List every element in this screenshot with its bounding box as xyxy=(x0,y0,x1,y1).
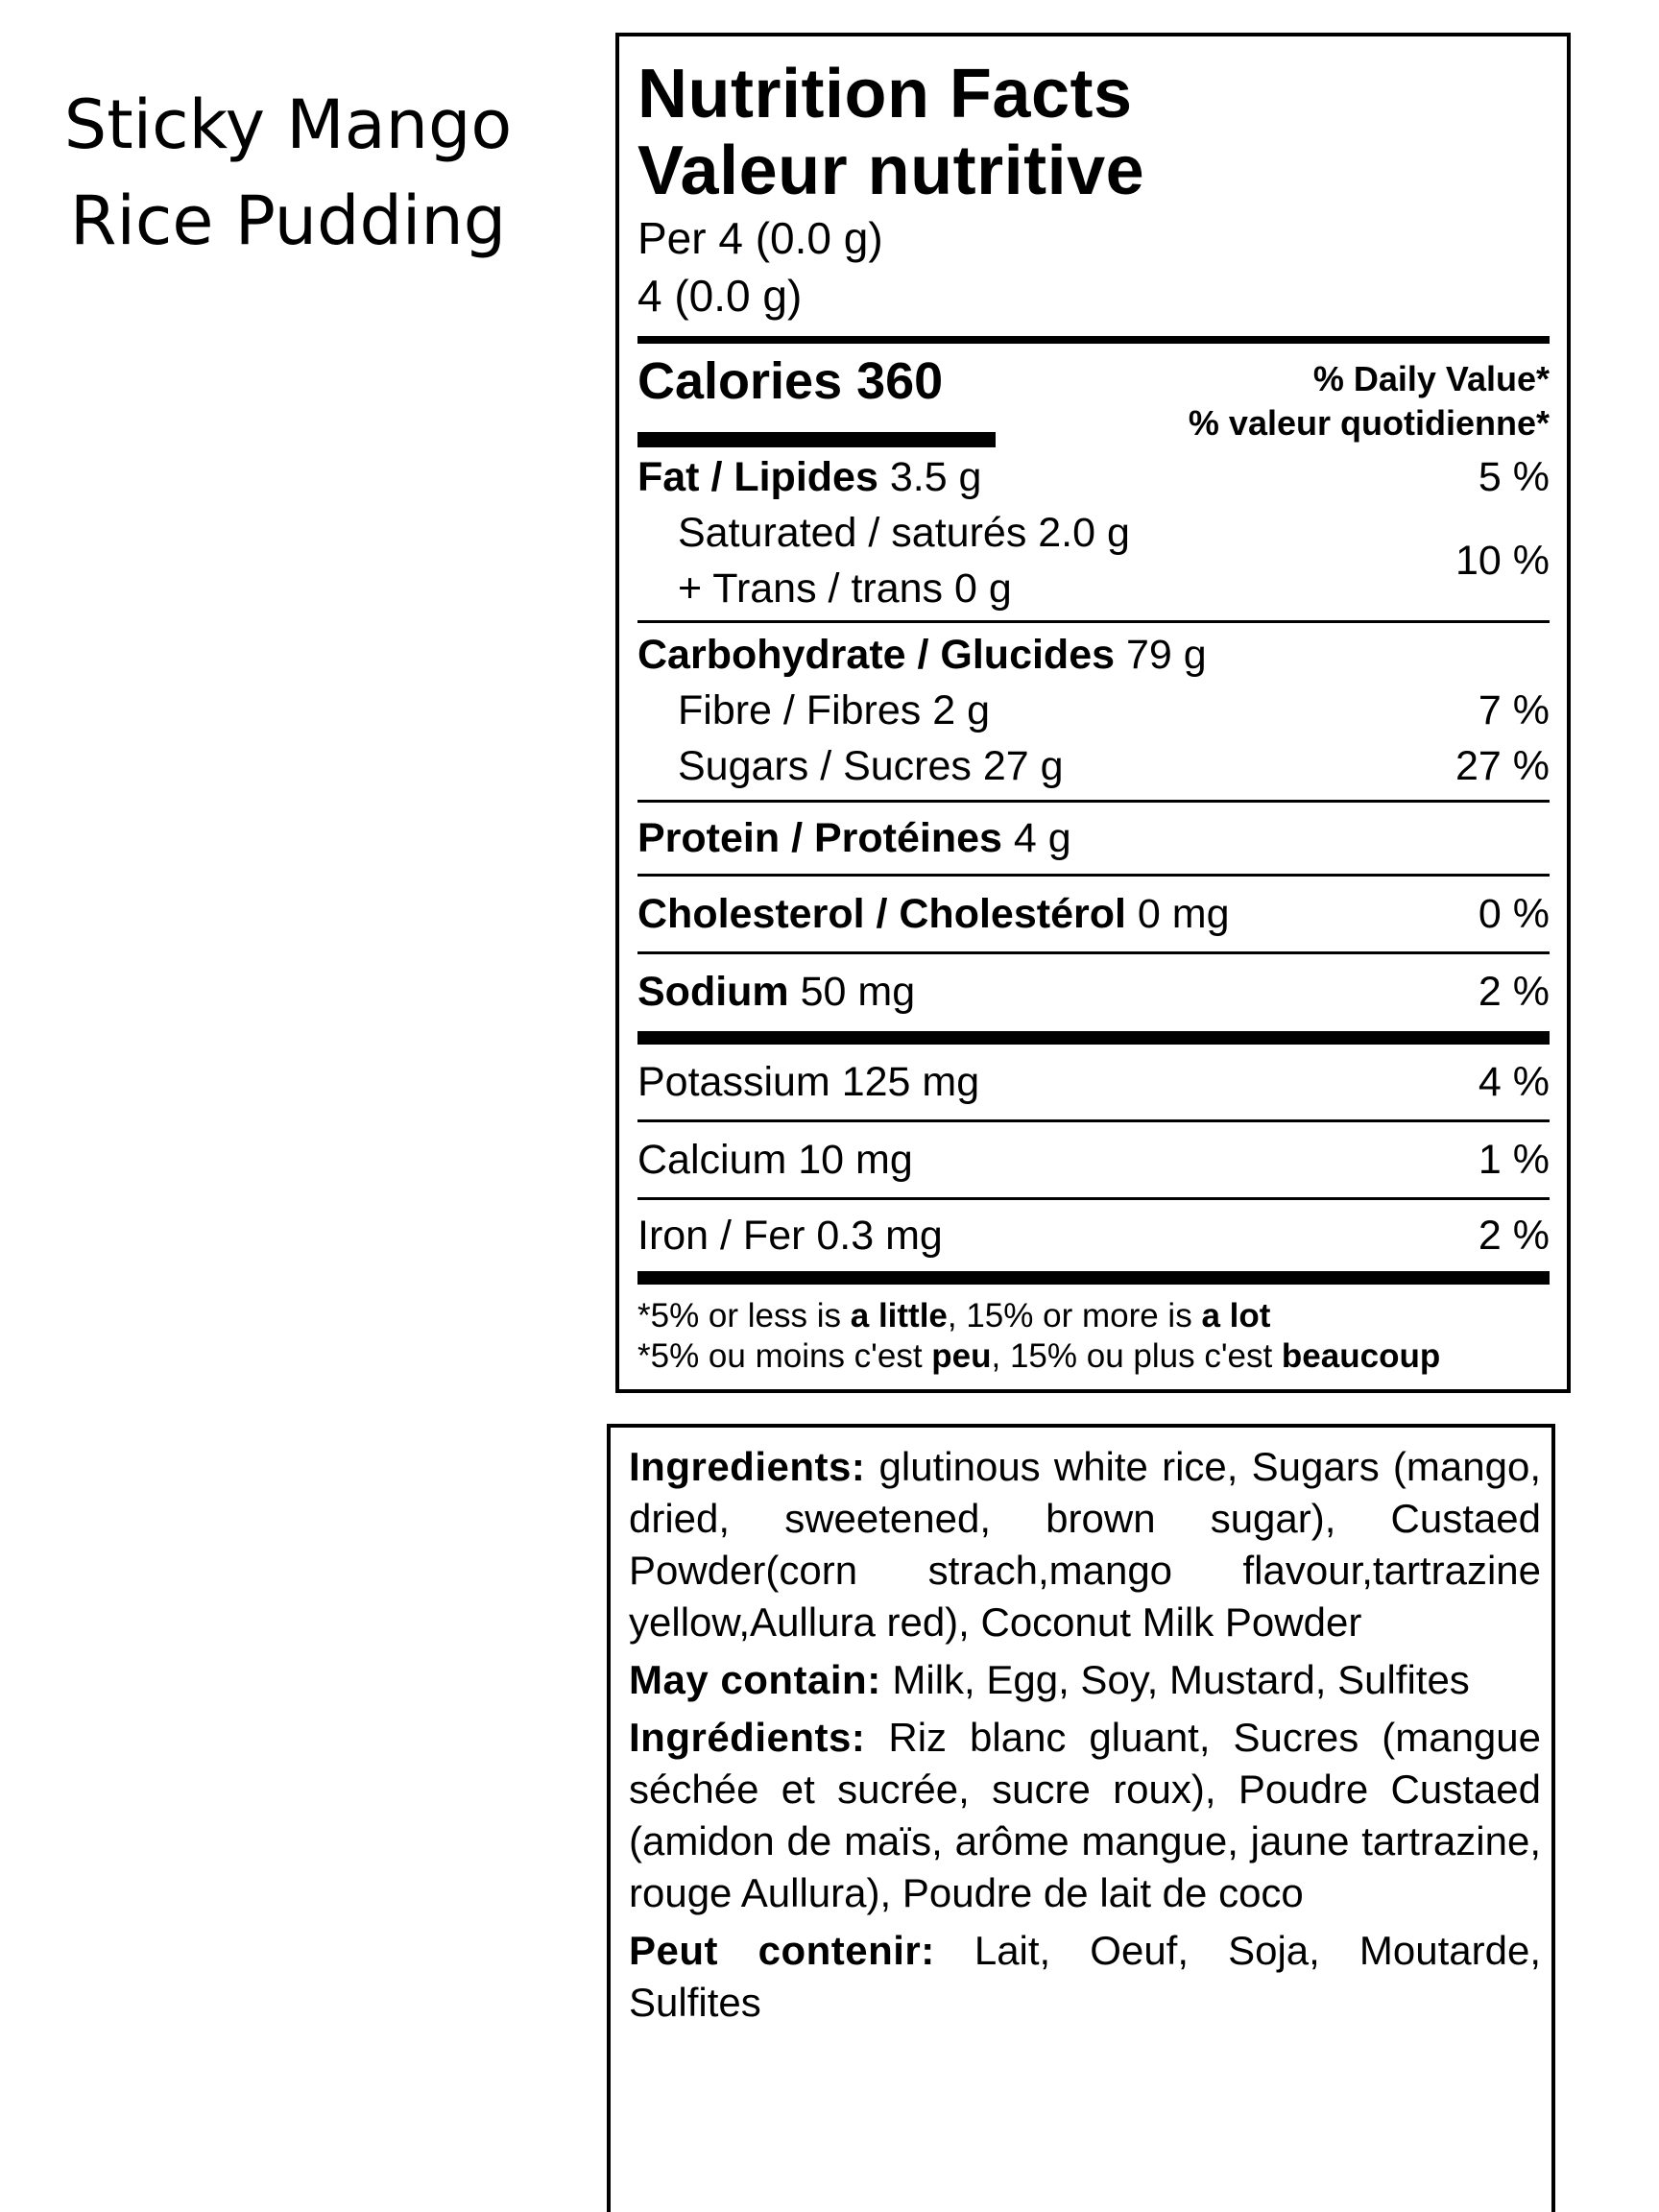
divider-heavy xyxy=(637,1031,1550,1045)
footnote-en-lot: a lot xyxy=(1201,1297,1271,1334)
footnote xyxy=(637,1285,1550,1377)
daily-value-en: % Daily Value* xyxy=(1312,359,1550,398)
saturated-label: Saturated / saturés 2.0 g xyxy=(678,510,1130,556)
peut-contenir-text: Lait, Oeuf, Soja, Moutarde, Sulfites xyxy=(629,1928,1541,2025)
iron-label: Iron / Fer 0.3 mg xyxy=(637,1213,943,1259)
nutrition-title-en: Nutrition Facts xyxy=(637,56,1133,132)
potassium-pct: 4 % xyxy=(1478,1059,1550,1105)
peut-contenir-label: Peut contenir: xyxy=(629,1928,935,1973)
divider xyxy=(637,800,1550,803)
fibre-pct: 7 % xyxy=(1478,687,1550,733)
footnote-fr-beaucoup: beaucoup xyxy=(1281,1337,1441,1375)
product-title-line1: Sticky Mango xyxy=(63,85,513,164)
serving-size-line1: Per 4 (0.0 g) xyxy=(637,213,883,263)
divider-thick xyxy=(637,336,1550,344)
cholesterol-pct: 0 % xyxy=(1478,891,1550,937)
serving-size-line2: 4 (0.0 g) xyxy=(637,271,803,321)
divider xyxy=(637,1119,1550,1122)
sodium-label: Sodium xyxy=(637,969,789,1015)
calcium-row xyxy=(637,1132,1550,1188)
calories-block xyxy=(637,344,1550,449)
may-contain-label: May contain: xyxy=(629,1657,881,1702)
footnote-en-text: , 15% or more is xyxy=(947,1297,1202,1334)
divider xyxy=(637,1197,1550,1200)
footnote-en-text: *5% or less is xyxy=(637,1297,851,1334)
sugars-label: Sugars / Sucres 27 g xyxy=(678,743,1064,789)
sugars-pct: 27 % xyxy=(1455,743,1550,789)
sodium-pct: 2 % xyxy=(1478,969,1550,1015)
fat-pct: 5 % xyxy=(1478,454,1550,500)
carbohydrate-row xyxy=(637,627,1550,683)
ingredients-fr xyxy=(629,1712,1541,1919)
protein-amount: 4 g xyxy=(1013,815,1071,861)
iron-row xyxy=(637,1208,1550,1263)
footnote-en xyxy=(637,1296,1550,1336)
cholesterol-label: Cholesterol / Cholestérol xyxy=(637,891,1126,937)
daily-value-fr: % valeur quotidienne* xyxy=(1188,403,1550,443)
ingredients-en-text: glutinous white rice, Sugars (mango, dried, sweetened, brown sugar), Custaed Powder(corn strach,mango flavour,tartrazine yellow,Aullura red), Coconut Milk Powder xyxy=(629,1444,1541,1645)
ingredients-en-label: Ingredients: xyxy=(629,1444,866,1489)
calcium-label: Calcium 10 mg xyxy=(637,1137,913,1183)
potassium-row xyxy=(637,1054,1550,1110)
iron-pct: 2 % xyxy=(1478,1213,1550,1259)
cholesterol-row xyxy=(637,886,1550,942)
potassium-label: Potassium 125 mg xyxy=(637,1059,980,1105)
fibre-label: Fibre / Fibres 2 g xyxy=(678,687,990,733)
divider xyxy=(637,620,1550,623)
product-title-line2: Rice Pudding xyxy=(69,181,507,260)
trans-label: + Trans / trans 0 g xyxy=(678,565,1012,612)
calories-underline xyxy=(637,432,996,447)
fat-amount: 3.5 g xyxy=(889,454,982,500)
footnote-fr-peu: peu xyxy=(931,1337,992,1375)
carbohydrate-label: Carbohydrate / Glucides xyxy=(637,632,1116,678)
divider-heavy xyxy=(637,1271,1550,1285)
carbohydrate-amount: 79 g xyxy=(1125,632,1207,678)
nutrition-facts-panel xyxy=(615,33,1571,1393)
ingredients-panel xyxy=(607,1424,1555,2212)
ingredients-en xyxy=(629,1441,1541,1648)
divider xyxy=(637,951,1550,954)
divider xyxy=(637,874,1550,877)
footnote-en-little: a little xyxy=(850,1297,948,1334)
ingredients-fr-label: Ingrédients: xyxy=(629,1715,866,1760)
saturated-trans-row xyxy=(637,505,1550,616)
peut-contenir xyxy=(629,1925,1541,2029)
cholesterol-amount: 0 mg xyxy=(1137,891,1230,937)
saturated-pct: 10 % xyxy=(1455,538,1550,584)
sodium-amount: 50 mg xyxy=(800,969,916,1015)
nutrition-title-fr: Valeur nutritive xyxy=(637,132,1145,209)
calories-label: Calories 360 xyxy=(637,352,944,410)
protein-row xyxy=(637,810,1550,866)
footnote-fr xyxy=(637,1336,1550,1377)
may-contain-text: Milk, Egg, Soy, Mustard, Sulfites xyxy=(880,1657,1470,1702)
protein-label: Protein / Protéines xyxy=(637,815,1002,861)
fibre-row xyxy=(637,683,1550,738)
calcium-pct: 1 % xyxy=(1478,1137,1550,1183)
footnote-fr-text: , 15% ou plus c'est xyxy=(991,1337,1282,1375)
ingredients-fr-text: Riz blanc gluant, Sucres (mangue séchée et sucrée, sucre roux), Poudre Custaed (amidon de maïs, arôme mangue, jaune tartrazine, rouge Aullura), Poudre de lait de coco xyxy=(629,1715,1541,1915)
may-contain xyxy=(629,1654,1541,1706)
fat-row xyxy=(637,449,1550,505)
product-title xyxy=(38,77,538,269)
sugars-row xyxy=(637,738,1550,794)
daily-value-header xyxy=(1189,357,1550,445)
footnote-fr-text: *5% ou moins c'est xyxy=(637,1337,932,1375)
sodium-row xyxy=(637,964,1550,1020)
fat-label: Fat / Lipides xyxy=(637,454,878,500)
